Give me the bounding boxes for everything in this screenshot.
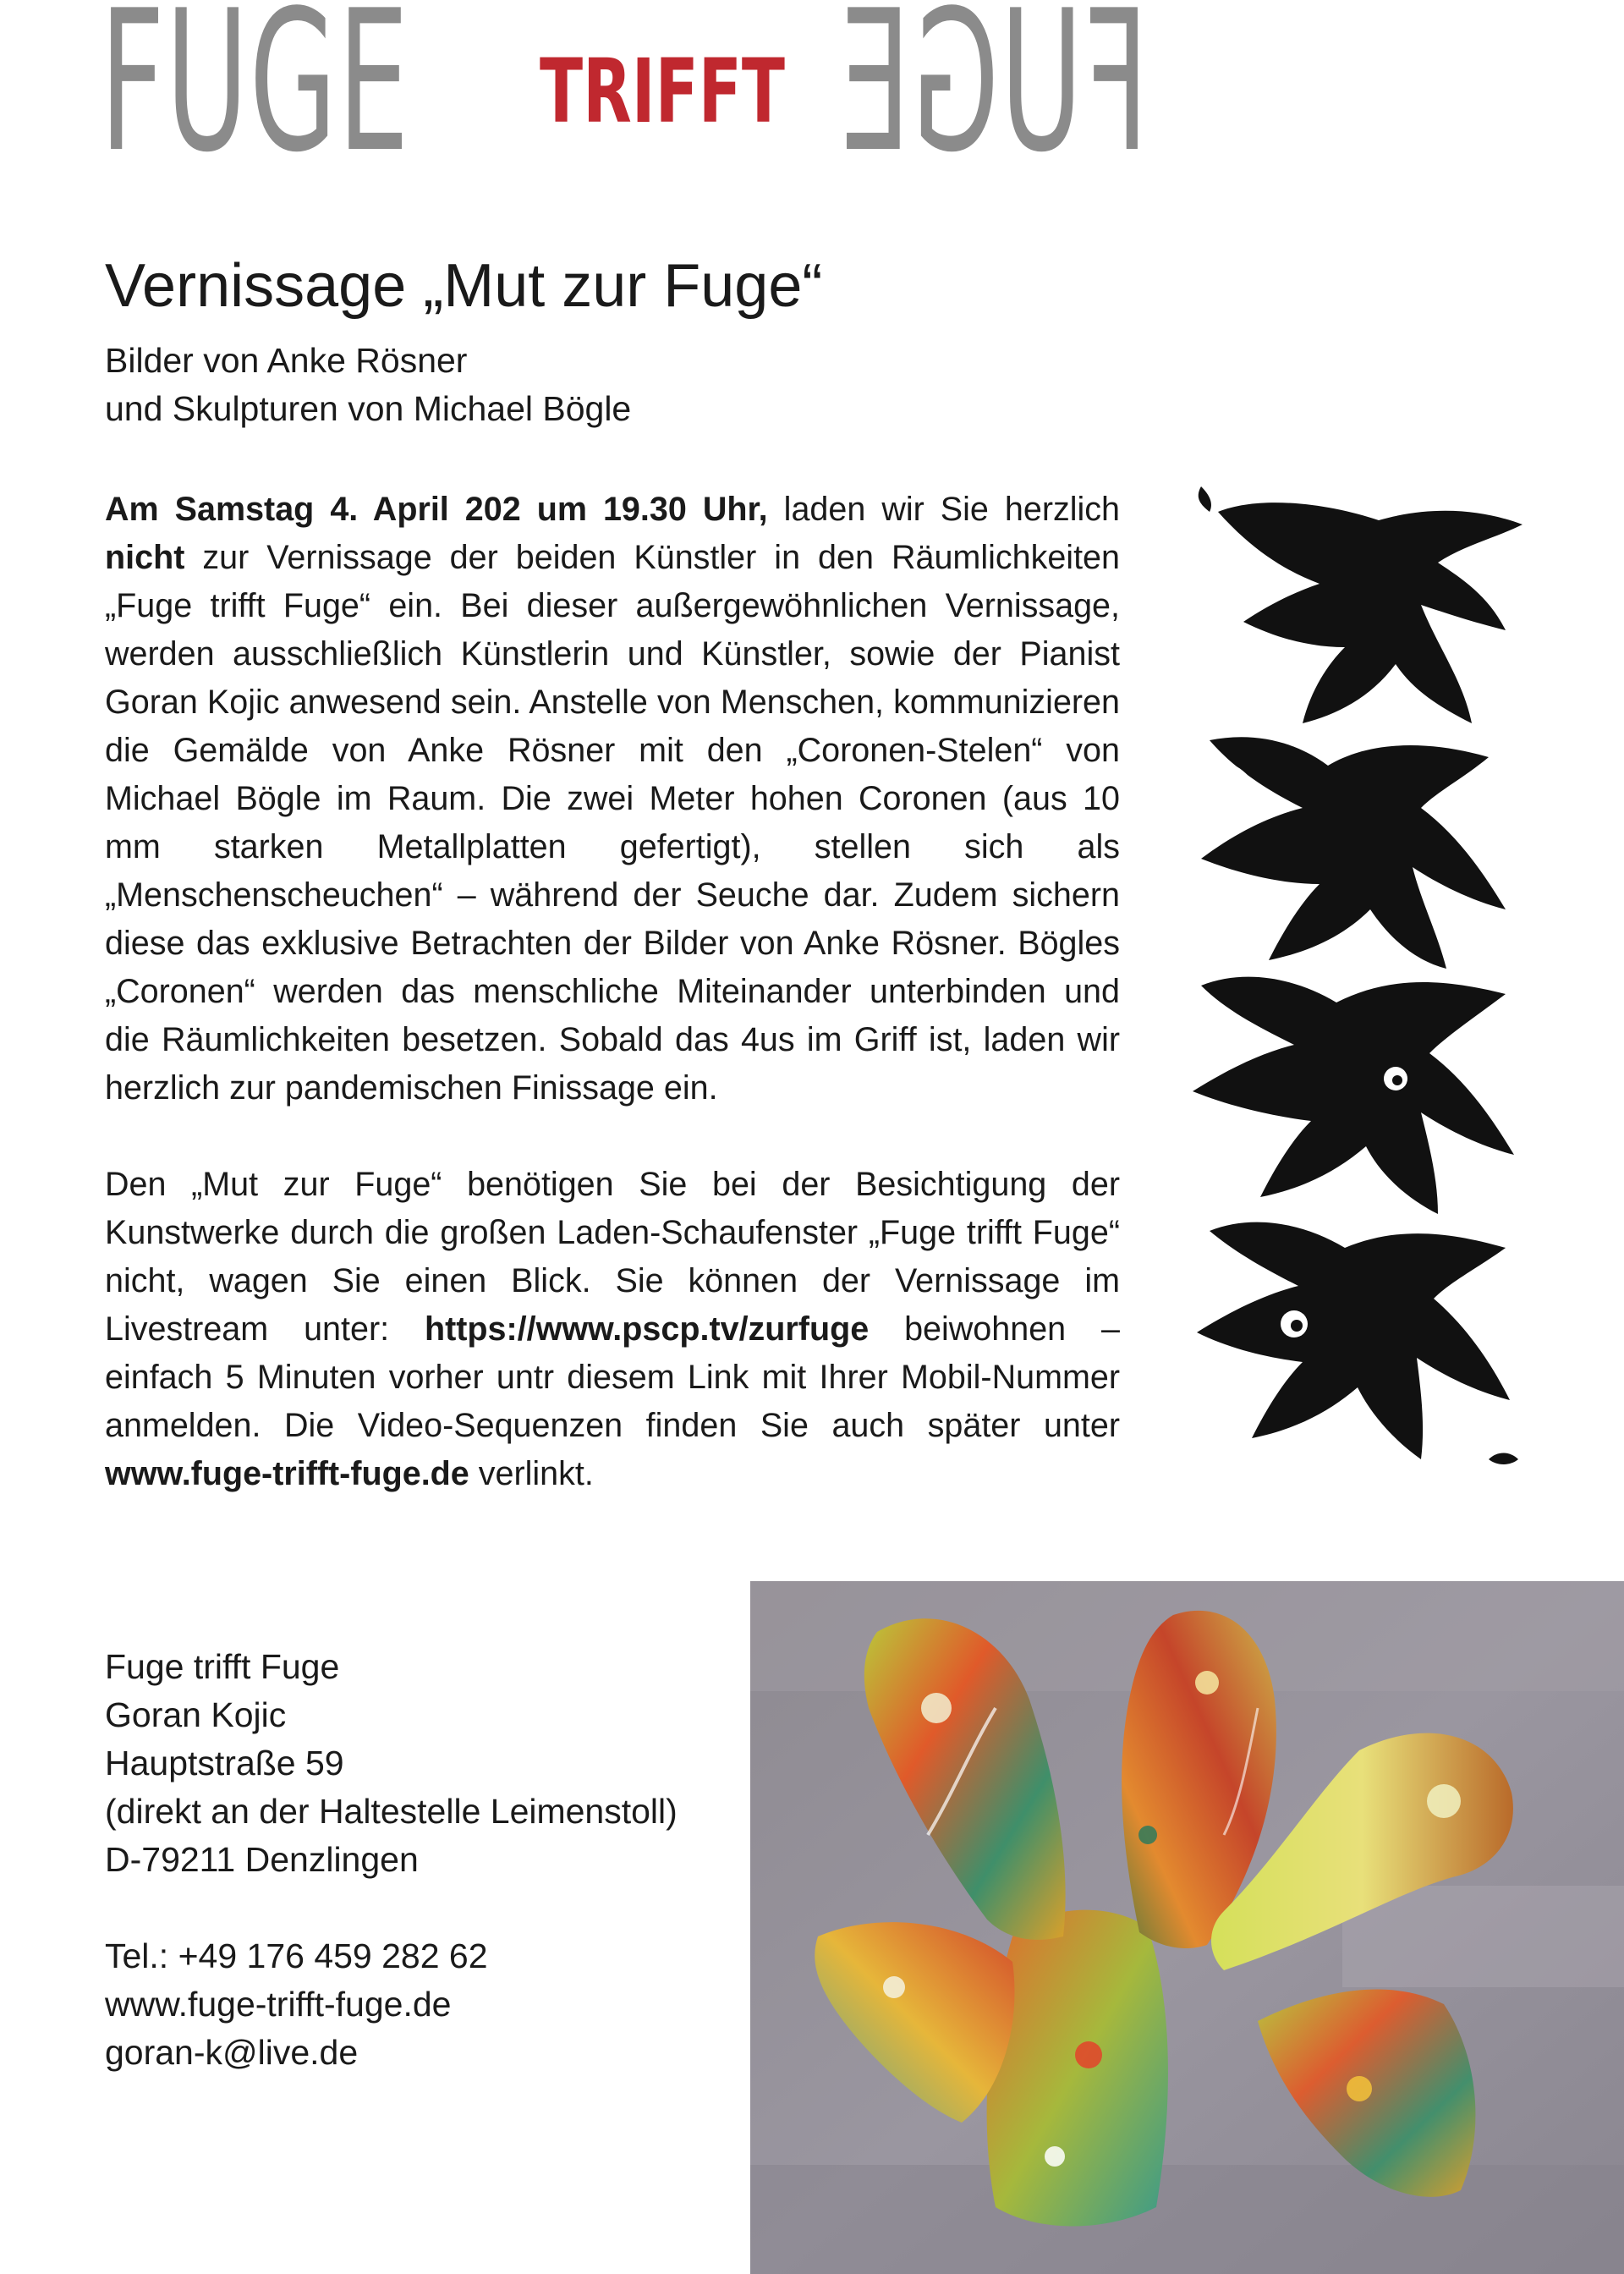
livestream-link[interactable]: https://www.pscp.tv/zurfuge — [424, 1310, 870, 1348]
city-postcode: D-79211 Denzlingen — [105, 1840, 419, 1879]
phone-number: Tel.: +49 176 459 282 62 — [105, 1936, 488, 1975]
logo-word-trifft: TRIFFT — [540, 40, 785, 143]
logo-right-wrap — [700, 0, 1149, 195]
logo-word-right-mirrored: FUGE — [838, 0, 1149, 195]
website-url[interactable]: www.fuge-trifft-fuge.de — [105, 1985, 452, 2024]
website-link[interactable]: www.fuge-trifft-fuge.de — [105, 1455, 469, 1492]
paragraph-2 — [105, 1161, 1120, 1498]
p2-text-a: Den „Mut zur Fuge“ benötigen Sie bei der Besichtigung der Kunstwerke durch die großen Laden-Schaufenster „Fuge trifft Fuge“ nicht, wagen Sie einen Blick. Sie können der Vernissage im Livestream unter: — [105, 1166, 1120, 1348]
paragraph-1 — [105, 486, 1120, 1112]
logo-right-inner — [700, 0, 1149, 195]
address-note: (direkt an der Haltestelle Leimenstoll) — [105, 1792, 678, 1831]
body-text — [105, 486, 1120, 1498]
subtitle — [105, 337, 631, 433]
flower-painting-svg — [750, 1581, 1624, 2274]
venue-name: Fuge trifft Fuge — [105, 1647, 340, 1686]
p2-text-b: beiwohnen – einfach 5 Minuten vorher untr diesem Link mit Ihrer Mobil-Nummer anmelden. Die Video-Sequenzen finden Sie auch später unter — [105, 1310, 1121, 1444]
p1-text-a: laden wir Sie herzlich — [767, 491, 1120, 528]
nicht-emphasis: nicht — [105, 539, 185, 576]
corona-figures-svg — [1184, 486, 1539, 1468]
street-address: Hauptstraße 59 — [105, 1744, 344, 1782]
p1-text-b: zur Vernissage der beiden Künstler in den Räumlichkeiten „Fuge trifft Fuge“ ein. Bei dieser außergewöhnlichen Vernissage, werden ausschließlich Künstlerin und Künstler, sowie der Pianist Goran Kojic anwesend sein. Anstelle von Menschen, kommunizieren die Gemälde von Anke Rösner mit den „Coronen-Stelen“ von Michael Bögle im Raum. Die zwei Meter hohen Coronen (aus 10 mm starken Metallplatten gefertigt), stellen sich als „Menschenscheuchen“ – während der Seuche dar. Zudem sichern diese das exklusive Betrachten der Bilder von Anke Rösner. Bögles „Coronen“ werden das menschliche Miteinander unterbinden und die Räumlichkeiten besetzen. Sobald das 4us im Griff ist, laden wir herzlich zur pandemischen Finissage ein. — [105, 539, 1120, 1107]
contact-person: Goran Kojic — [105, 1695, 287, 1734]
p2-text-c: verlinkt. — [469, 1455, 594, 1492]
page-title: Vernissage „Mut zur Fuge“ — [105, 252, 823, 320]
subtitle-line-1: Bilder von Anke Rösner — [105, 341, 468, 380]
corona-figures-artwork — [1184, 486, 1539, 1468]
flower-painting — [750, 1581, 1624, 2274]
logo-word-left: FUGE — [100, 0, 410, 195]
contact-gap — [105, 1884, 678, 1932]
event-date: Am Samstag 4. April 202 um 19.30 Uhr, — [105, 491, 768, 528]
contact-block — [105, 1643, 678, 2077]
subtitle-line-2: und Skulpturen von Michael Bögle — [105, 389, 632, 428]
email-address[interactable]: goran-k@live.de — [105, 2033, 359, 2072]
